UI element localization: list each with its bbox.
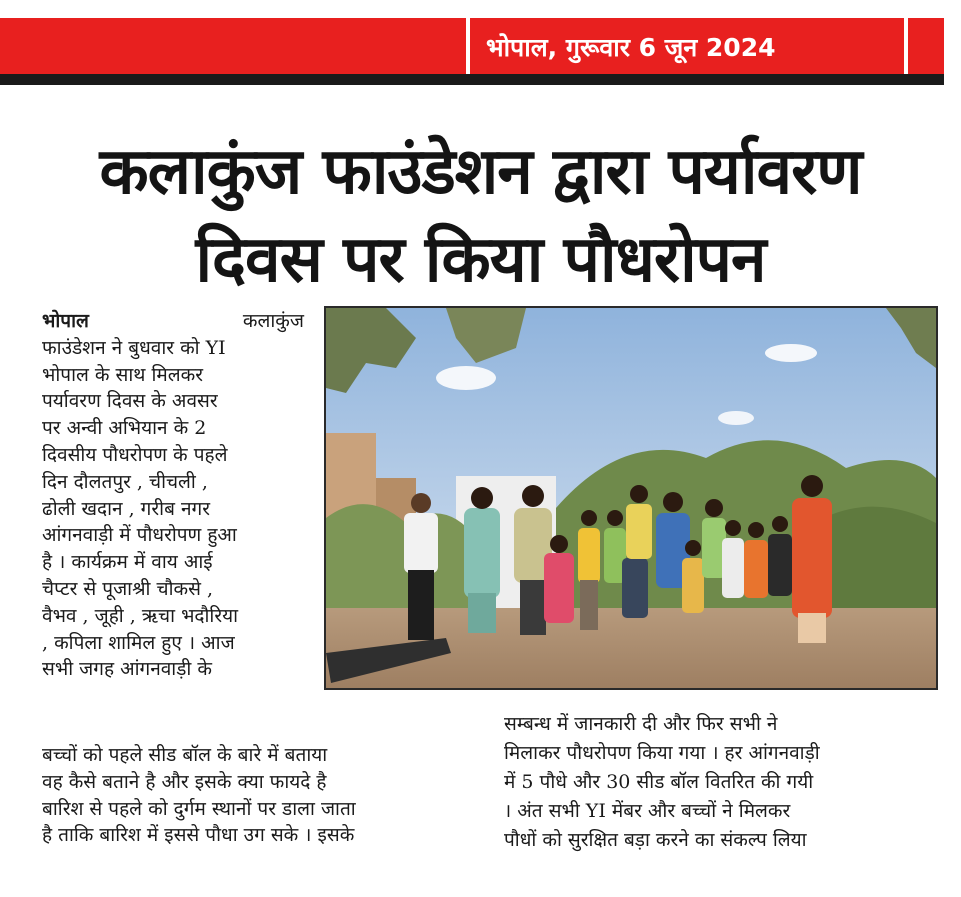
article-line <box>42 308 304 335</box>
article-line: भोपाल के साथ मिलकर <box>42 363 204 386</box>
headline-line-2: दिवस पर किया पौधरोपन <box>195 223 766 297</box>
masthead-rule <box>0 74 944 85</box>
article-line: दिवसीय पौधरोपण के पहले <box>42 443 228 466</box>
masthead-divider <box>466 18 470 74</box>
article-line: चैप्टर से पूजाश्री चौकसे , <box>42 577 214 600</box>
event-photo-illustration <box>326 308 936 688</box>
article-column-bottom-left <box>42 742 468 849</box>
article-dateline-word: भोपाल <box>42 310 89 332</box>
article-line: वह कैसे बताने है और इसके क्या फायदे है <box>42 770 327 793</box>
masthead-divider-right <box>904 18 908 74</box>
article-line: दिन दौलतपुर , चीचली , <box>42 470 208 493</box>
article-line: पर अन्वी अभियान के 2 <box>42 417 207 440</box>
article-line: बच्चों को पहले सीड बॉल के बारे में बताया <box>42 744 328 766</box>
event-photo <box>324 306 938 690</box>
masthead-bar <box>0 18 944 74</box>
article-line: ढोली खदान , गरीब नगर <box>42 497 210 520</box>
article-column-1 <box>42 308 304 683</box>
article-line: सम्बन्ध में जानकारी दी और फिर सभी ने <box>504 713 778 735</box>
article-line: पौधों को सुरक्षित बड़ा करने का संकल्प लिया <box>504 829 807 851</box>
article-line: । अंत सभी YI मेंबर और बच्चों ने मिलकर <box>504 800 791 822</box>
headline-line-1: कलाकुंज फाउंडेशन द्वारा पर्यावरण <box>99 135 862 209</box>
article-line: बारिश से पहले को दुर्गम स्थानों पर डाला जाता <box>42 797 356 820</box>
article-line: मिलाकर पौधरोपण किया गया । हर आंगनवाड़ी <box>504 742 820 764</box>
article-line: आंगनवाड़ी में पौधरोपण हुआ <box>42 524 237 547</box>
article-line: , कपिला शामिल हुए । आज <box>42 631 235 654</box>
dateline: भोपाल, गुरूवार 6 जून 2024 <box>486 33 776 62</box>
article-line: है ताकि बारिश में इससे पौधा उग सके । इसके <box>42 824 355 847</box>
article-line: में 5 पौधे और 30 सीड बॉल वितरित की गयी <box>504 771 814 793</box>
article-line: पर्यावरण दिवस के अवसर <box>42 390 218 413</box>
article-line: है । कार्यक्रम में वाय आई <box>42 551 213 574</box>
article-line: सभी जगह आंगनवाड़ी के <box>42 658 212 681</box>
article-first-word: कलाकुंज <box>242 310 304 332</box>
article-line: वैभव , जूही , ऋचा भदौरिया <box>42 604 239 627</box>
article-column-bottom-right <box>504 710 934 855</box>
article-line: फाउंडेशन ने बुधवार को YI <box>42 336 226 359</box>
